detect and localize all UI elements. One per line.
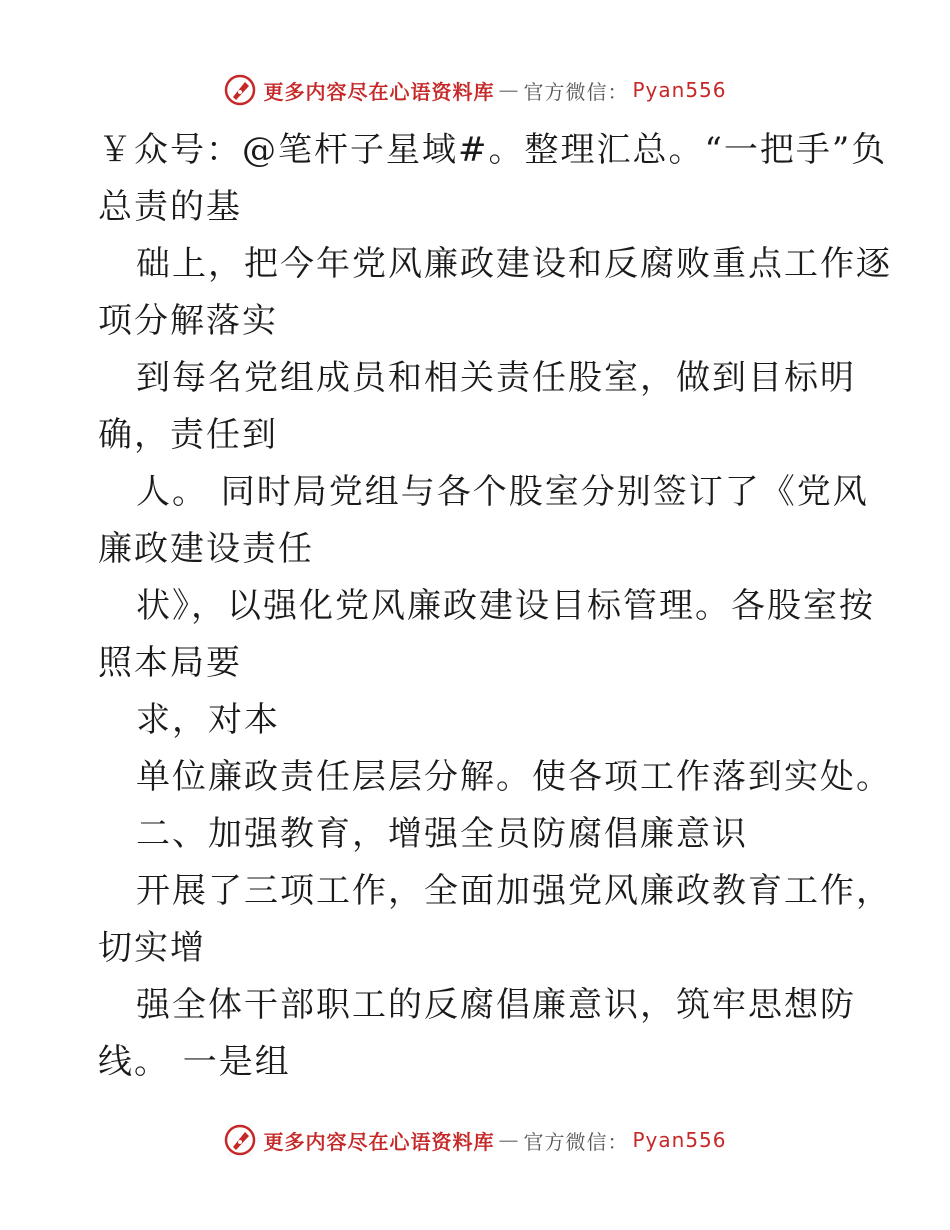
text-line: 总责的基 [98,187,242,227]
text-line: 础上，把今年党风廉政建设和反腐败重点工作逐 [136,244,892,284]
text-line: 开展了三项工作，全面加强党风廉政教育工作， [136,871,892,911]
header-dash: — [498,78,520,102]
text-line: 项分解落实 [98,301,278,341]
footer-account-label: 官方微信： [523,1129,629,1154]
text-line: 照本局要 [98,643,242,683]
footer-brand-text: 更多内容尽在心语资料库 [263,1129,495,1154]
header-account-id: Pyan556 [632,78,727,102]
text-line: 切实增 [98,928,206,968]
section-heading: 二、加强教育，增强全员防腐倡廉意识 [136,814,748,854]
header-banner [0,70,950,110]
text-line: 廉政建设责任 [98,529,314,569]
footer-account-id: Pyan556 [632,1128,727,1152]
text-line: 确，责任到 [98,415,278,455]
text-line: 线。 一是组 [98,1042,291,1082]
pen-nib-circle-icon [223,1123,257,1157]
pen-nib-circle-icon [223,73,257,107]
text-line: 单位廉政责任层层分解。使各项工作落到实处。 [136,757,892,797]
text-line: ￥众号：@笔杆子星域#。整理汇总。“一把手”负 [98,130,888,170]
text-line: 状》，以强化党风廉政建设目标管理。各股室按 [136,586,875,626]
text-line: 到每名党组成员和相关责任股室，做到目标明 [136,358,856,398]
footer-dash: — [498,1128,520,1152]
text-line: 求，对本 [136,700,280,740]
text-line: 人。 同时局党组与各个股室分别签订了《党风 [136,472,869,512]
text-line: 强全体干部职工的反腐倡廉意识，筑牢思想防 [136,985,856,1025]
header-account-label: 官方微信： [523,79,629,104]
header-brand-text: 更多内容尽在心语资料库 [263,79,495,104]
footer-banner [0,1120,950,1160]
document-body [98,122,892,1091]
